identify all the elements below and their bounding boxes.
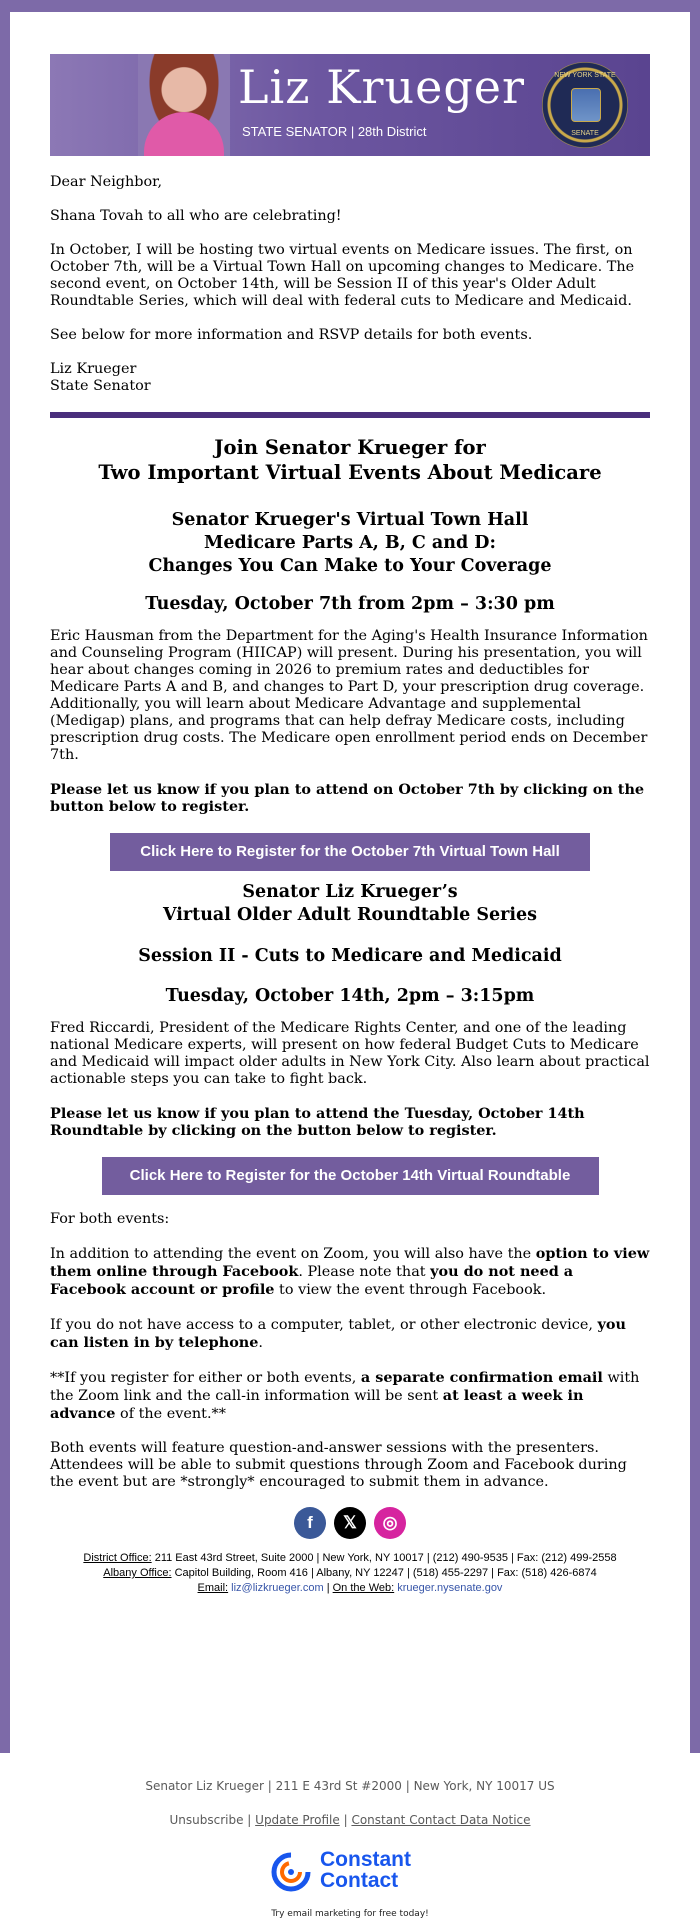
event2-description: Fred Riccardi, President of the Medicare Rights Center, and one of the leading national Medicare experts, will present on how federal Budget Cuts to Medicare and Medicaid will impact older adults in New York City. Also learn about practical actionable steps you can take to fight back. bbox=[50, 1020, 650, 1087]
headline-line2: Two Important Virtual Events About Medicare bbox=[98, 461, 602, 484]
headline-line1: Join Senator Krueger for bbox=[214, 436, 486, 459]
banner-subtitle: STATE SENATOR | 28th District bbox=[242, 124, 427, 139]
instagram-icon[interactable]: ◎ bbox=[374, 1507, 406, 1539]
facebook-icon[interactable]: f bbox=[294, 1507, 326, 1539]
signature-name: Liz Krueger bbox=[50, 361, 137, 377]
event2-title-line2: Virtual Older Adult Roundtable Series bbox=[162, 905, 538, 925]
email-label: Email: bbox=[197, 1582, 229, 1594]
event1-rsvp: Please let us know if you plan to attend on October 7th by clicking on the button below to register. bbox=[50, 781, 645, 815]
intro-paragraph: In October, I will be hosting two virtual events on Medicare issues. The first, on October 7th, will be a Virtual Town Hall on upcoming changes to Medicare. The second event, on October 14th, will be Session II of this year's Older Adult Roundtable Series, which will deal with federal cuts to Medicare and Medicaid. bbox=[50, 242, 635, 309]
email-link[interactable]: liz@lizkrueger.com bbox=[231, 1582, 324, 1594]
both-events-heading: For both events: bbox=[50, 1211, 170, 1227]
header-banner bbox=[50, 54, 650, 156]
register-roundtable-button[interactable]: Click Here to Register for the October 14th Virtual Roundtable bbox=[102, 1157, 599, 1195]
qa-paragraph: Both events will feature question-and-answer sessions with the presenters. Attendees will be able to submit questions through Zoom and Facebook during the event but are *strongly* encouraged to submit them in advance. bbox=[50, 1440, 627, 1490]
seal-top-text: NEW YORK STATE bbox=[554, 72, 616, 79]
albany-office-text: Capitol Building, Room 416 | Albany, NY 12247 | (518) 455-2297 | Fax: (518) 426-6874 bbox=[171, 1567, 597, 1579]
see-below-paragraph: See below for more information and RSVP details for both events. bbox=[50, 327, 533, 343]
constant-contact-logo[interactable] bbox=[270, 1849, 440, 1895]
albany-office-label: Albany Office: bbox=[103, 1567, 172, 1579]
event2-date: Tuesday, October 14th, 2pm – 3:15pm bbox=[165, 986, 535, 1006]
footer-links: Unsubscribe | Update Profile | Constant Contact Data Notice bbox=[169, 1813, 531, 1827]
event1-description: Eric Hausman from the Department for the Aging's Health Insurance Information and Counseling Program (HIICAP) will present. During his presentation, you will hear about changes coming in 2026 to premium rates and deductibles for Medicare Parts A and B, and changes to Part D, your prescription drug coverage. Additionally, you will learn about Medicare Advantage and supplemental (Medigap) plans, and programs that can help defray Medicare costs, including prescription drug costs. The Medicare open enrollment period ends on December 7th. bbox=[50, 628, 648, 763]
seal-bottom-text: SENATE bbox=[571, 130, 599, 137]
constant-contact-footer bbox=[0, 1753, 700, 1929]
event1-date: Tuesday, October 7th from 2pm – 3:30 pm bbox=[145, 594, 555, 614]
event2-title-line1: Senator Liz Krueger’s bbox=[242, 882, 458, 902]
senate-seal-icon bbox=[542, 62, 628, 148]
web-label: On the Web: bbox=[332, 1582, 395, 1594]
event1-title bbox=[50, 509, 650, 578]
signature-title: State Senator bbox=[50, 378, 151, 394]
logo-line2: Contact bbox=[320, 1869, 399, 1892]
social-links bbox=[50, 1507, 650, 1539]
sender-address: Senator Liz Krueger | 211 E 43rd St #2000 | New York, NY 10017 US bbox=[145, 1779, 555, 1793]
cc-tagline: Try email marketing for free today! bbox=[271, 1909, 429, 1919]
constant-contact-logo-icon bbox=[270, 1851, 312, 1893]
letter-body bbox=[50, 174, 650, 395]
website-link[interactable]: krueger.nysenate.gov bbox=[397, 1582, 503, 1594]
greeting: Shana Tovah to all who are celebrating! bbox=[50, 208, 342, 224]
event2-rsvp: Please let us know if you plan to attend the Tuesday, October 14th Roundtable by clicking on the button below to register. bbox=[50, 1105, 585, 1139]
senator-photo bbox=[138, 54, 230, 156]
update-profile-link[interactable]: Update Profile bbox=[255, 1813, 340, 1827]
unsubscribe-link[interactable]: Unsubscribe bbox=[169, 1813, 244, 1827]
register-town-hall-button[interactable]: Click Here to Register for the October 7th Virtual Town Hall bbox=[110, 833, 590, 871]
district-office-label: District Office: bbox=[83, 1552, 152, 1564]
email-card bbox=[10, 12, 690, 1753]
banner-name: Liz Krueger bbox=[238, 60, 525, 114]
footer-address: District Office: 211 East 43rd Street, Suite 2000 | New York, NY 10017 | (212) 490-9535 | Fax: (212) 499-2558 Albany Office: Capitol Building, Room 416 | Albany, NY 12247 | (518) 455-2297 | Fax: (518) 426-6874 Email: liz@lizkrueger.com | On the Web: krueger.nysenate.gov bbox=[83, 1552, 617, 1594]
event2-session: Session II - Cuts to Medicare and Medicaid bbox=[138, 946, 562, 966]
salutation: Dear Neighbor, bbox=[50, 174, 163, 190]
confirmation-paragraph: **If you register for either or both events, a separate confirmation email with the Zoom link and the call-in information will be sent at least a week in advance of the event.** bbox=[50, 1369, 640, 1422]
divider bbox=[50, 412, 650, 418]
telephone-paragraph: If you do not have access to a computer, tablet, or other electronic device, you can listen in by telephone. bbox=[50, 1316, 626, 1351]
headline bbox=[50, 435, 650, 485]
logo-line1: Constant bbox=[320, 1848, 411, 1871]
data-notice-link[interactable]: Constant Contact Data Notice bbox=[351, 1813, 531, 1827]
event1-title-line2: Medicare Parts A, B, C and D: bbox=[204, 533, 496, 553]
facebook-paragraph: In addition to attending the event on Zoom, you will also have the option to view them online through Facebook. Please note that you do not need a Facebook account or profile to view the event through Facebook. bbox=[50, 1245, 650, 1298]
event1-title-line3: Changes You Can Make to Your Coverage bbox=[148, 556, 552, 576]
event1-title-line1: Senator Krueger's Virtual Town Hall bbox=[171, 510, 529, 530]
event2-title bbox=[50, 881, 650, 927]
both-events-section bbox=[50, 1211, 650, 1491]
x-icon[interactable]: 𝕏 bbox=[334, 1507, 366, 1539]
district-office-text: 211 East 43rd Street, Suite 2000 | New York, NY 10017 | (212) 490-9535 | Fax: (212) 499-2558 bbox=[151, 1552, 617, 1564]
